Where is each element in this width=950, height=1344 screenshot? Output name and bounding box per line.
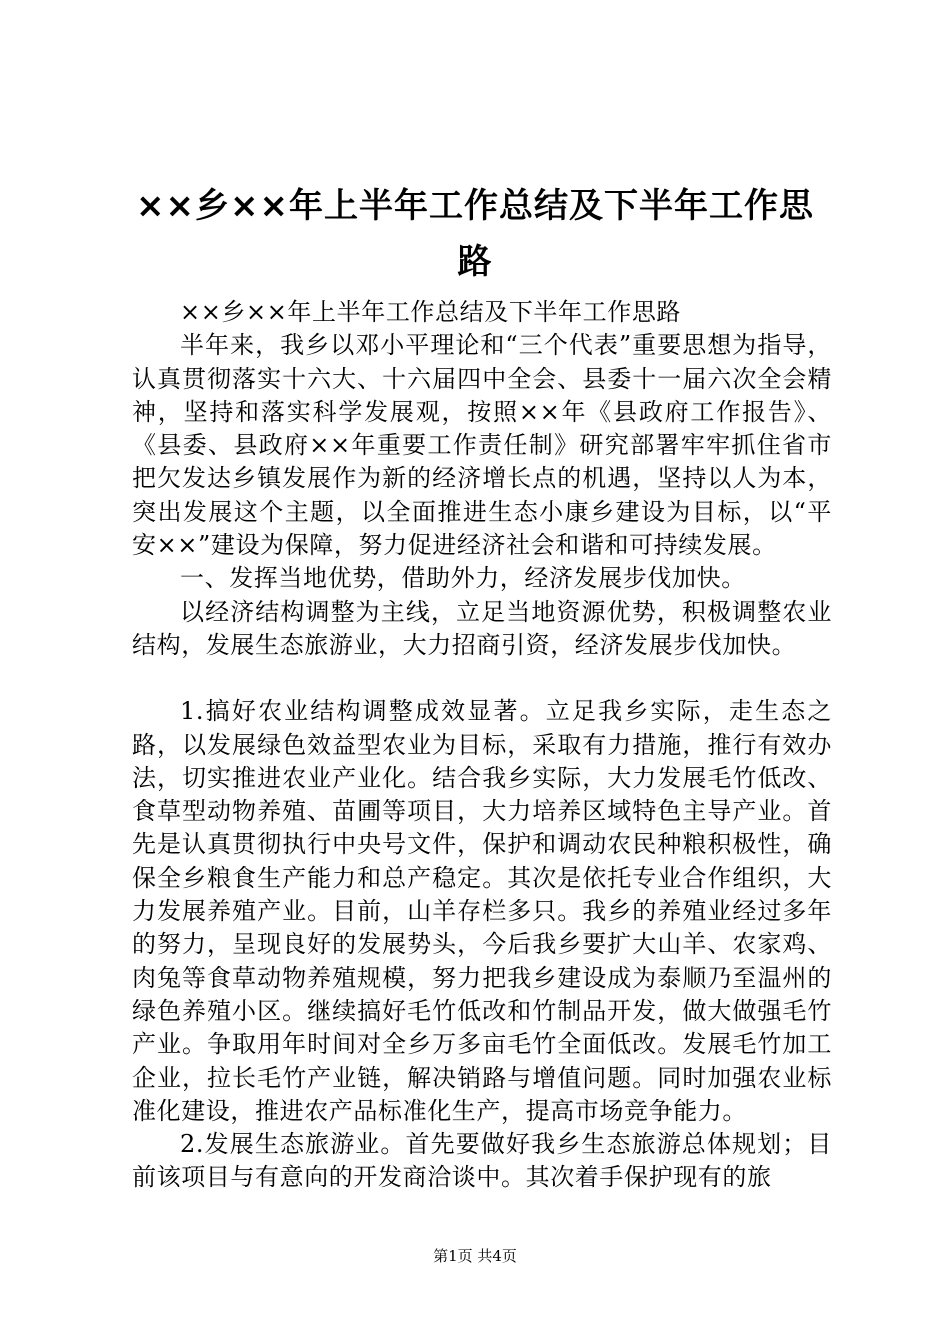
page-number-footer: 第1页 共4页 bbox=[433, 1247, 517, 1265]
paragraph-section-1-summary: 以经济结构调整为主线，立足当地资源优势，积极调整农业结构，发展生态旅游业，大力招商引资，经济发展步伐加快。 bbox=[132, 597, 832, 659]
document-title: ××乡××年上半年工作总结及下半年工作思路 bbox=[136, 186, 814, 282]
section-heading-1: 一、发挥当地优势，借助外力，经济发展步伐加快。 bbox=[180, 564, 746, 593]
document-subtitle: ××乡××年上半年工作总结及下半年工作思路 bbox=[180, 298, 682, 326]
document-body bbox=[132, 296, 832, 1195]
paragraph-item-1: 1.搞好农业结构调整成效显著。立足我乡实际，走生态之路，以发展绿色效益型农业为目标，采取有力措施，推行有效办法，切实推进农业产业化。结合我乡实际，大力发展毛竹低改、食草型动物养殖、苗圃等项目，大力培养区域特色主导产业。首先是认真贯彻执行中央号文件，保护和调动农民种粮积极性，确保全乡粮食生产能力和总产稳定。其次是依托专业合作组织，大力发展养殖产业。目前，山羊存栏多只。我乡的养殖业经过多年的努力，呈现良好的发展势头，今后我乡要扩大山羊、农家鸡、肉兔等食草动物养殖规模，努力把我乡建设成为泰顺乃至温州的绿色养殖小区。继续搞好毛竹低改和竹制品开发，做大做强毛竹产业。争取用年时间对全乡万多亩毛竹全面低改。发展毛竹加工企业，拉长毛竹产业链，解决销路与增值问题。同时加强农业标准化建设，推进农产品标准化生产，提高市场竞争能力。 bbox=[132, 697, 832, 1125]
paragraph-item-2: 2.发展生态旅游业。首先要做好我乡生态旅游总体规划；目前该项目与有意向的开发商洽谈中。其次着手保护现有的旅 bbox=[132, 1130, 832, 1192]
paragraph-intro: 半年来，我乡以邓小平理论和“三个代表”重要思想为指导，认真贯彻落实十六大、十六届四中全会、县委十一届六次全会精神，坚持和落实科学发展观，按照××年《县政府工作报告》、《县委、县政府××年重要工作责任制》研究部署牢牢抓住省市把欠发达乡镇发展作为新的经济增长点的机遇，坚持以人为本，突出发展这个主题，以全面推进生态小康乡建设为目标，以“平安××”建设为保障，努力促进经济社会和谐和可持续发展。 bbox=[132, 331, 832, 560]
paragraph-spacer bbox=[132, 662, 832, 695]
